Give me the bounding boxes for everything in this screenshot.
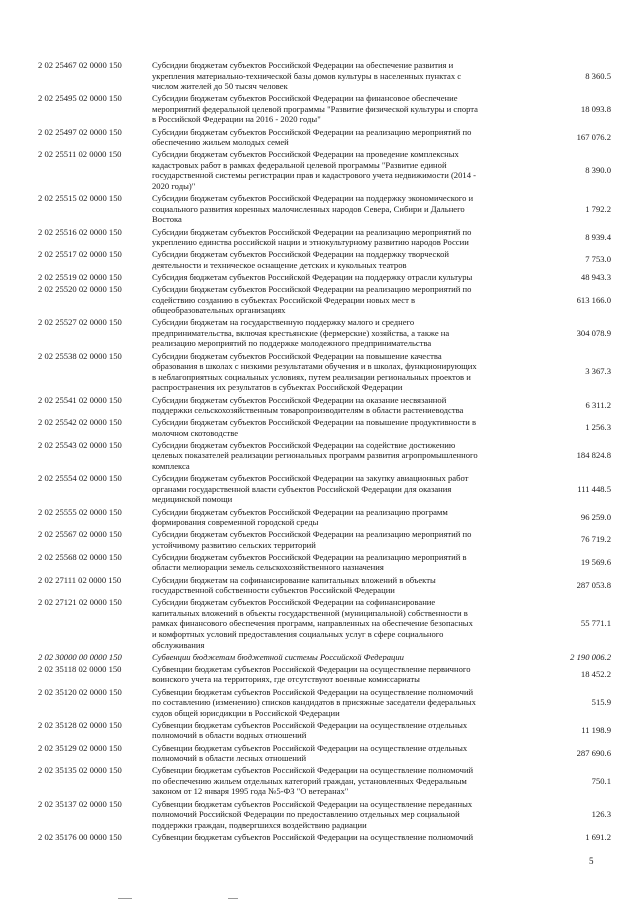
- description-line: по обеспечению жильем отдельных категорий граждан, установленных Федеральным: [152, 775, 467, 786]
- description-line: Субсидии бюджетам субъектов Российской Федерации на закупку авиационных работ: [152, 473, 469, 484]
- description-line: молочном скотоводстве: [152, 427, 239, 438]
- row-description: [152, 193, 538, 225]
- description-line: Субсидии бюджетам субъектов Российской Федерации на оказание несвязанной: [152, 394, 447, 405]
- description-line: укреплению единства российской нации и этнокультурному развитию народов России: [152, 237, 469, 248]
- description-line: 2020 годы)": [152, 181, 196, 192]
- amount-value: 167 076.2: [576, 131, 611, 142]
- description-line: государственной собственности субъектов Российской Федерации: [152, 585, 395, 596]
- description-line: обслуживания: [152, 639, 205, 650]
- amount-value: 8 390.0: [585, 165, 611, 176]
- description-line: содействию созданию в субъектах Российской Федерации новых мест в: [152, 294, 416, 305]
- description-line: социального развития коренных малочисленных народов Севера, Сибири и Дальнего: [152, 203, 465, 214]
- description-line: обеспечению жильем молодых семей: [152, 137, 289, 148]
- description-line: целевых показателей реализации региональных программ развития агропромышленного: [152, 450, 478, 461]
- description-line: Субвенции бюджетам субъектов Российской Федерации на осуществление отдельных: [152, 742, 468, 753]
- budget-code: 2 02 25568 02 0000 150: [38, 551, 122, 562]
- description-line: Субсидии бюджетам субъектов Российской Федерации на поддержку творческой: [152, 249, 450, 260]
- amount-value: 7 753.0: [585, 254, 611, 265]
- budget-code: 2 02 25567 02 0000 150: [38, 529, 122, 540]
- budget-code: 2 02 35129 02 0000 150: [38, 742, 122, 753]
- budget-code: 2 02 25467 02 0000 150: [38, 60, 122, 70]
- amount-value: 613 166.0: [576, 294, 611, 305]
- budget-code: 2 02 25543 02 0000 150: [38, 439, 122, 450]
- description-line: органами государственной власти субъектов Российской Федерации для оказания: [152, 483, 452, 494]
- row-description: [152, 317, 538, 349]
- budget-code: 2 02 25517 02 0000 150: [38, 249, 122, 260]
- description-line: законом от 12 января 1995 года №5-ФЗ "О ветеранах": [152, 786, 349, 797]
- budget-code: 2 02 25527 02 0000 150: [38, 317, 122, 328]
- budget-code: 2 02 25511 02 0000 150: [38, 149, 122, 160]
- row-description: [152, 227, 538, 248]
- description-line: в Российской Федерации на 2016 - 2020 годы": [152, 114, 321, 125]
- description-line: Субсидии бюджетам субъектов Российской Федерации на реализацию мероприятий по: [152, 126, 472, 137]
- budget-code: 2 02 35118 02 0000 150: [38, 663, 122, 674]
- description-line: области мелиорации земель сельскохозяйственного назначения: [152, 562, 384, 573]
- scan-mark: [118, 898, 132, 899]
- budget-code: 2 02 25495 02 0000 150: [38, 93, 122, 104]
- description-line: устойчивому развитию сельских территорий: [152, 539, 316, 550]
- budget-code: 2 02 25520 02 0000 150: [38, 284, 122, 294]
- row-description: [152, 395, 538, 416]
- row-description: [152, 597, 538, 650]
- budget-code: 2 02 25542 02 0000 150: [38, 417, 122, 428]
- amount-value: 76 719.2: [580, 534, 611, 545]
- description-line: Субвенции бюджетам субъектов Российской Федерации на осуществление полномочий: [152, 686, 474, 697]
- amount-value: 304 078.9: [576, 327, 611, 338]
- amount-value: 19 569.6: [580, 557, 611, 568]
- description-line: реализацию мероприятий по поддержке молодежного предпринимательства: [152, 338, 432, 349]
- description-line: Востока: [152, 214, 182, 225]
- budget-code: 2 02 27121 02 0000 150: [38, 597, 122, 608]
- row-description: [152, 473, 538, 505]
- description-line: формирования современной городской среды: [152, 517, 319, 528]
- description-line: Субсидии бюджетам субъектов Российской Федерации на проведение комплексных: [152, 149, 459, 160]
- description-line: Субсидии бюджетам субъектов Российской Федерации на софинансирование: [152, 597, 436, 608]
- description-line: Субсидии бюджетам субъектов Российской Федерации на поддержку экономического и: [152, 193, 474, 204]
- description-line: поддержки сельскохозяйственным товаропроизводителям в области растениеводства: [152, 405, 464, 416]
- budget-code: 2 02 35128 02 0000 150: [38, 719, 122, 730]
- description-line: Субсидии бюджетам субъектов Российской Федерации на реализацию мероприятий в: [152, 551, 467, 562]
- amount-value: 126.3: [591, 809, 611, 820]
- amount-value: 1 256.3: [585, 422, 611, 433]
- row-description: [152, 60, 538, 92]
- row-description: [152, 284, 538, 316]
- description-line: капитальных вложений в объекты государственной (муниципальной) собственности в: [152, 607, 468, 618]
- budget-code: 2 02 30000 00 0000 150: [38, 651, 122, 662]
- budget-code: 2 02 35176 00 0000 150: [38, 831, 122, 842]
- row-description: [152, 687, 538, 719]
- description-line: судов общей юрисдикции в Российской Федерации: [152, 707, 340, 718]
- description-line: по составлению (изменению) списков кандидатов в присяжные заседатели федеральных: [152, 697, 476, 708]
- amount-value: 18 452.2: [580, 669, 611, 680]
- description-line: числом жителей до 50 тысяч человек: [152, 81, 288, 92]
- row-description: [152, 507, 538, 528]
- description-line: Субсидии бюджетам субъектов Российской Федерации на повышение продуктивности в: [152, 417, 477, 428]
- description-line: Субсидии бюджетам на софинансирование капитальных вложений в объекты: [152, 574, 436, 585]
- budget-code: 2 02 25555 02 0000 150: [38, 506, 122, 517]
- description-line: деятельности и техническое оснащение детских и кукольных театров: [152, 259, 407, 270]
- amount-value: 11 198.9: [581, 725, 611, 736]
- description-line: укрепления материально-технической базы домов культуры в населенных пунктах с: [152, 70, 462, 81]
- description-line: Субвенции бюджетам бюджетной системы Российской Федерации: [152, 651, 404, 662]
- budget-code: 2 02 25538 02 0000 150: [38, 350, 122, 361]
- description-line: распространения их результатов в субъектах Российской Федерации: [152, 382, 403, 393]
- description-line: общеобразовательных организациях: [152, 305, 286, 316]
- scan-mark: [228, 898, 238, 899]
- amount-value: 287 690.6: [576, 747, 611, 758]
- description-line: медицинской помощи: [152, 494, 233, 505]
- amount-value: 8 360.5: [585, 70, 611, 81]
- amount-value: 18 093.8: [580, 103, 611, 114]
- budget-code: 2 02 25519 02 0000 150: [38, 271, 122, 282]
- description-line: Субсидия бюджетам субъектов Российской Федерации на поддержку отрасли культуры: [152, 271, 473, 282]
- description-line: Субвенции бюджетам субъектов Российской Федерации на осуществление полномочий: [152, 831, 474, 842]
- amount-value: 96 259.0: [580, 511, 611, 522]
- description-line: полномочий в области лесных отношений: [152, 753, 307, 764]
- description-line: Субсидии бюджетам на государственную поддержку малого и среднего: [152, 317, 415, 328]
- amount-value: 6 311.2: [585, 399, 611, 410]
- description-line: поддержки граждан, подвергшихся воздействию радиации: [152, 819, 367, 830]
- description-line: Субсидии бюджетам субъектов Российской Федерации на финансовое обеспечение: [152, 93, 458, 104]
- description-line: Субсидии бюджетам субъектов Российской Федерации на реализацию мероприятий по: [152, 226, 472, 237]
- budget-code: 2 02 27111 02 0000 150: [38, 574, 122, 585]
- description-line: Субсидии бюджетам субъектов Российской Федерации на содействие достижению: [152, 439, 456, 450]
- amount-value: 2 190 006.2: [570, 651, 611, 662]
- description-line: и комфортных условий предоставления социальных услуг в сфере социального: [152, 629, 444, 640]
- budget-code: 2 02 35135 02 0000 150: [38, 765, 122, 776]
- description-line: в неблагоприятных социальных условиях, путем реализации региональных проектов и: [152, 371, 471, 382]
- description-line: мероприятий федеральной целевой программы "Развитие физической культуры и спорта: [152, 103, 478, 114]
- description-line: Субсидии бюджетам субъектов Российской Федерации на обеспечение развития и: [152, 60, 454, 70]
- row-description: [152, 743, 538, 764]
- budget-code: 2 02 25515 02 0000 150: [38, 193, 122, 204]
- page-number: 5: [589, 856, 594, 866]
- description-line: предпринимательства, включая крестьянские (фермерские) хозяйства, а также на: [152, 327, 450, 338]
- row-description: [152, 552, 538, 573]
- row-description: [152, 93, 538, 125]
- description-line: полномочий Российской Федерации по предоставлению отдельных мер социальной: [152, 809, 460, 820]
- row-description: [152, 765, 538, 797]
- description-line: Субвенции бюджетам субъектов Российской Федерации на осуществление полномочий: [152, 765, 474, 776]
- row-description: [152, 351, 538, 393]
- row-description: [152, 652, 538, 663]
- amount-value: 184 824.8: [576, 450, 611, 461]
- row-description: [152, 249, 538, 270]
- row-description: [152, 664, 538, 685]
- description-line: воинского учета на территориях, где отсутствуют военные комиссариаты: [152, 674, 420, 685]
- amount-value: 48 943.3: [580, 271, 611, 282]
- row-description: [152, 832, 538, 843]
- description-line: рамках финансового обеспечения программ, направленных на обеспечение безопасных: [152, 618, 473, 629]
- amount-value: 750.1: [591, 775, 611, 786]
- budget-code: 2 02 35120 02 0000 150: [38, 686, 122, 697]
- row-description: [152, 149, 538, 191]
- amount-value: 111 448.5: [577, 483, 611, 494]
- row-description: [152, 440, 538, 472]
- budget-code: 2 02 25554 02 0000 150: [38, 473, 122, 484]
- amount-value: 287 053.8: [576, 579, 611, 590]
- row-description: [152, 799, 538, 831]
- row-description: [152, 417, 538, 438]
- description-line: кадастровых работ в рамках федеральной целевой программы "Развитие единой: [152, 159, 447, 170]
- description-line: образования в школах с низкими результатами обучения и в школах, функционирующих: [152, 361, 477, 372]
- budget-code: 2 02 25541 02 0000 150: [38, 394, 122, 405]
- description-line: комплекса: [152, 461, 190, 472]
- amount-value: 8 939.4: [585, 231, 611, 242]
- amount-value: 3 367.3: [585, 366, 611, 377]
- row-description: [152, 272, 538, 283]
- description-line: Субвенции бюджетам субъектов Российской Федерации на осуществление первичного: [152, 663, 471, 674]
- description-line: Субсидии бюджетам субъектов Российской Федерации на повышение качества: [152, 350, 442, 361]
- amount-value: 1 792.2: [585, 203, 611, 214]
- description-line: Субсидии бюджетам субъектов Российской Федерации на реализацию мероприятий по: [152, 529, 472, 540]
- row-description: [152, 529, 538, 550]
- description-line: Субсидии бюджетам субъектов Российской Федерации на реализацию мероприятий по: [152, 284, 472, 294]
- description-line: полномочий в области водных отношений: [152, 730, 307, 741]
- description-line: Субвенции бюджетам субъектов Российской Федерации на осуществление переданных: [152, 798, 473, 809]
- description-line: Субвенции бюджетам субъектов Российской Федерации на осуществление отдельных: [152, 719, 468, 730]
- description-line: государственной системы регистрации прав и кадастрового учета недвижимости (2014 -: [152, 170, 476, 181]
- row-description: [152, 720, 538, 741]
- budget-code: 2 02 25516 02 0000 150: [38, 226, 122, 237]
- amount-value: 1 691.2: [585, 831, 611, 842]
- row-description: [152, 575, 538, 596]
- description-line: Субсидии бюджетам субъектов Российской Федерации на реализацию программ: [152, 506, 448, 517]
- amount-value: 515.9: [591, 697, 611, 708]
- amount-value: 55 771.1: [580, 618, 611, 629]
- row-description: [152, 127, 538, 148]
- budget-code: 2 02 25497 02 0000 150: [38, 126, 122, 137]
- budget-code: 2 02 35137 02 0000 150: [38, 798, 122, 809]
